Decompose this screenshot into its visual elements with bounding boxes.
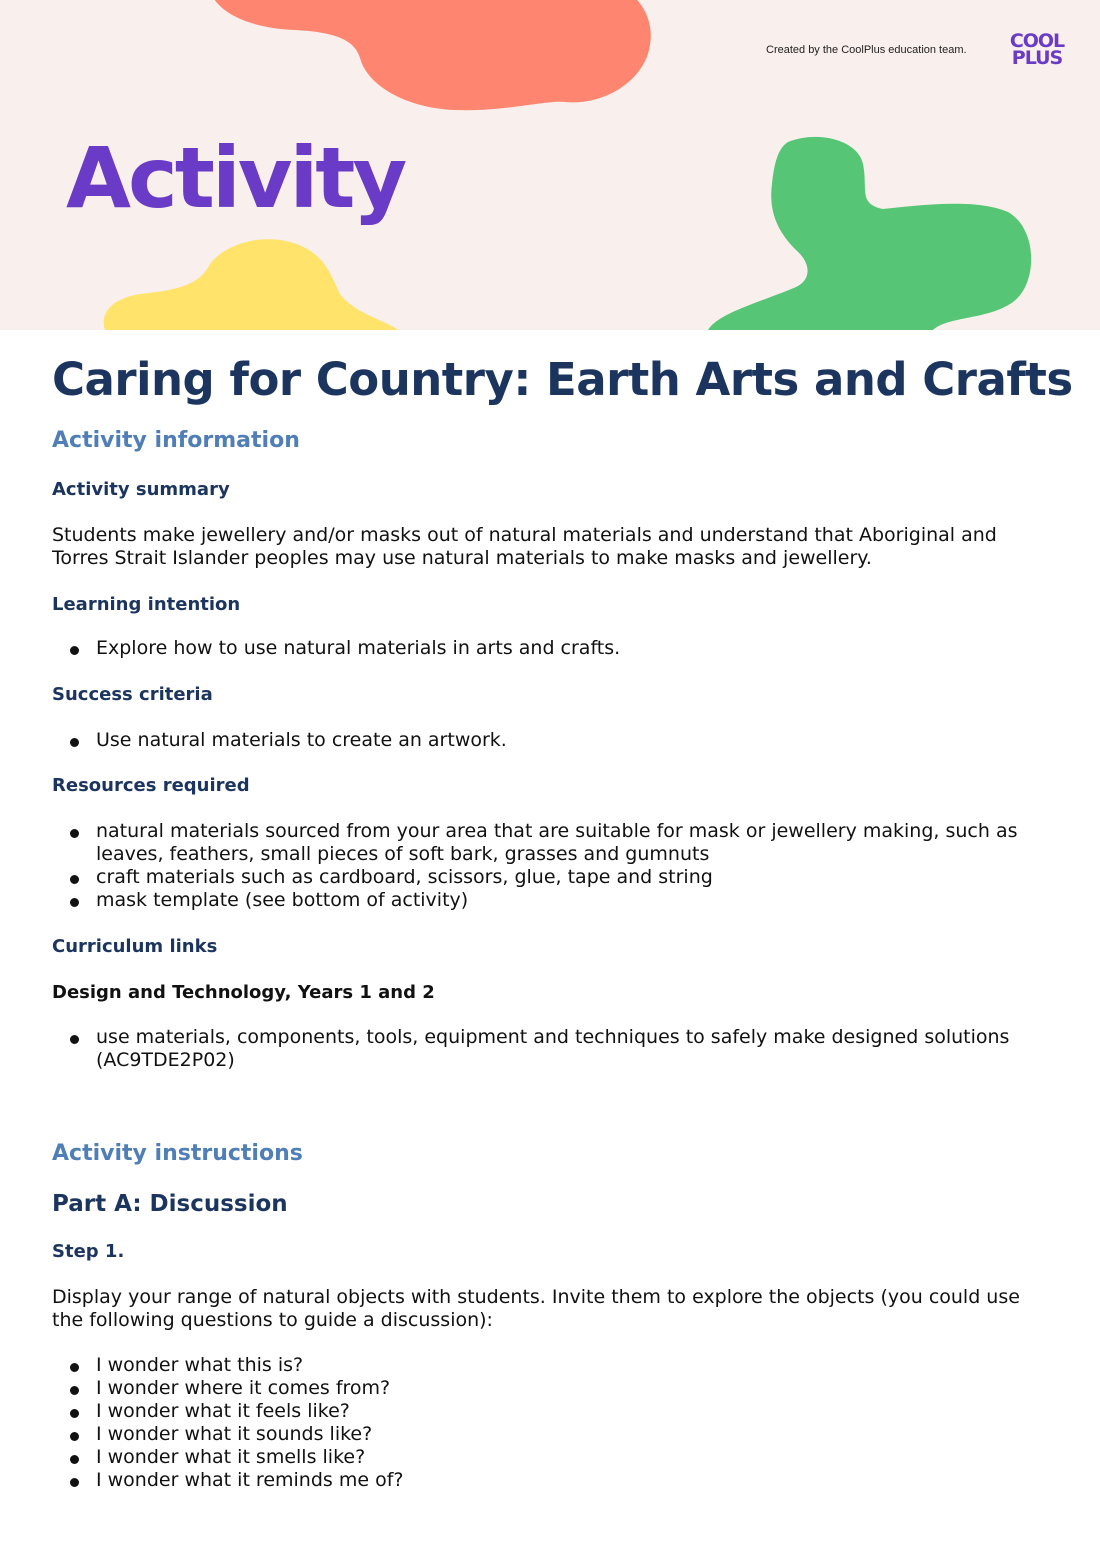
- curriculum-links-heading: Curriculum links: [52, 936, 218, 957]
- page-title: Caring for Country: Earth Arts and Crafts: [52, 353, 1073, 406]
- activity-summary-text: Students make jewellery and/or masks out of natural materials and understand that Aboriginal and Torres Strait Islander peoples may use natural materials to make masks and jewellery.: [52, 524, 997, 569]
- step-1-heading: Step 1.: [52, 1241, 125, 1262]
- yellow-blob-decoration: [100, 234, 400, 330]
- list-item: I wonder where it comes from?: [52, 1377, 1052, 1400]
- credit-text: Created by the CoolPlus education team.: [766, 44, 967, 56]
- resources-list: [52, 820, 1052, 912]
- logo-line-2: PLUS: [1011, 47, 1063, 69]
- step-1-text: Display your range of natural objects with students. Invite them to explore the objects (you could use the following questions to guide a discussion):: [52, 1286, 1020, 1331]
- curriculum-list: [52, 1026, 1052, 1072]
- list-item: I wonder what it smells like?: [52, 1446, 1052, 1469]
- curriculum-subject: Design and Technology, Years 1 and 2: [52, 982, 435, 1003]
- discussion-questions-list: [52, 1354, 1052, 1492]
- list-item: I wonder what it reminds me of?: [52, 1469, 1052, 1492]
- activity-instructions-heading: Activity instructions: [52, 1141, 303, 1166]
- list-item: I wonder what it feels like?: [52, 1400, 1052, 1423]
- coolplus-logo: [1004, 30, 1070, 69]
- hero-title: Activity: [66, 129, 405, 227]
- list-item: mask template (see bottom of activity): [52, 889, 1052, 912]
- learning-intention-heading: Learning intention: [52, 594, 241, 615]
- activity-information-heading: Activity information: [52, 428, 300, 453]
- logo-line-1: COOL: [1009, 30, 1065, 52]
- list-item: Explore how to use natural materials in arts and crafts.: [52, 637, 1052, 660]
- header-banner: [0, 0, 1100, 330]
- orange-blob-decoration: [205, 0, 655, 120]
- list-item: natural materials sourced from your area that are suitable for mask or jewellery making, such as leaves, feathers, small pieces of soft bark, grasses and gumnuts: [52, 820, 1052, 866]
- success-criteria-heading: Success criteria: [52, 684, 213, 705]
- list-item: I wonder what this is?: [52, 1354, 1052, 1377]
- part-a-heading: Part A: Discussion: [52, 1191, 288, 1217]
- list-item: Use natural materials to create an artwork.: [52, 729, 1052, 752]
- success-criteria-list: [52, 729, 1052, 752]
- activity-summary-heading: Activity summary: [52, 479, 230, 500]
- list-item: use materials, components, tools, equipment and techniques to safely make designed solutions (AC9TDE2P02): [52, 1026, 1052, 1072]
- list-item: I wonder what it sounds like?: [52, 1423, 1052, 1446]
- list-item: craft materials such as cardboard, scissors, glue, tape and string: [52, 866, 1052, 889]
- resources-required-heading: Resources required: [52, 775, 250, 796]
- learning-intention-list: [52, 637, 1052, 660]
- green-blob-decoration: [708, 134, 1038, 330]
